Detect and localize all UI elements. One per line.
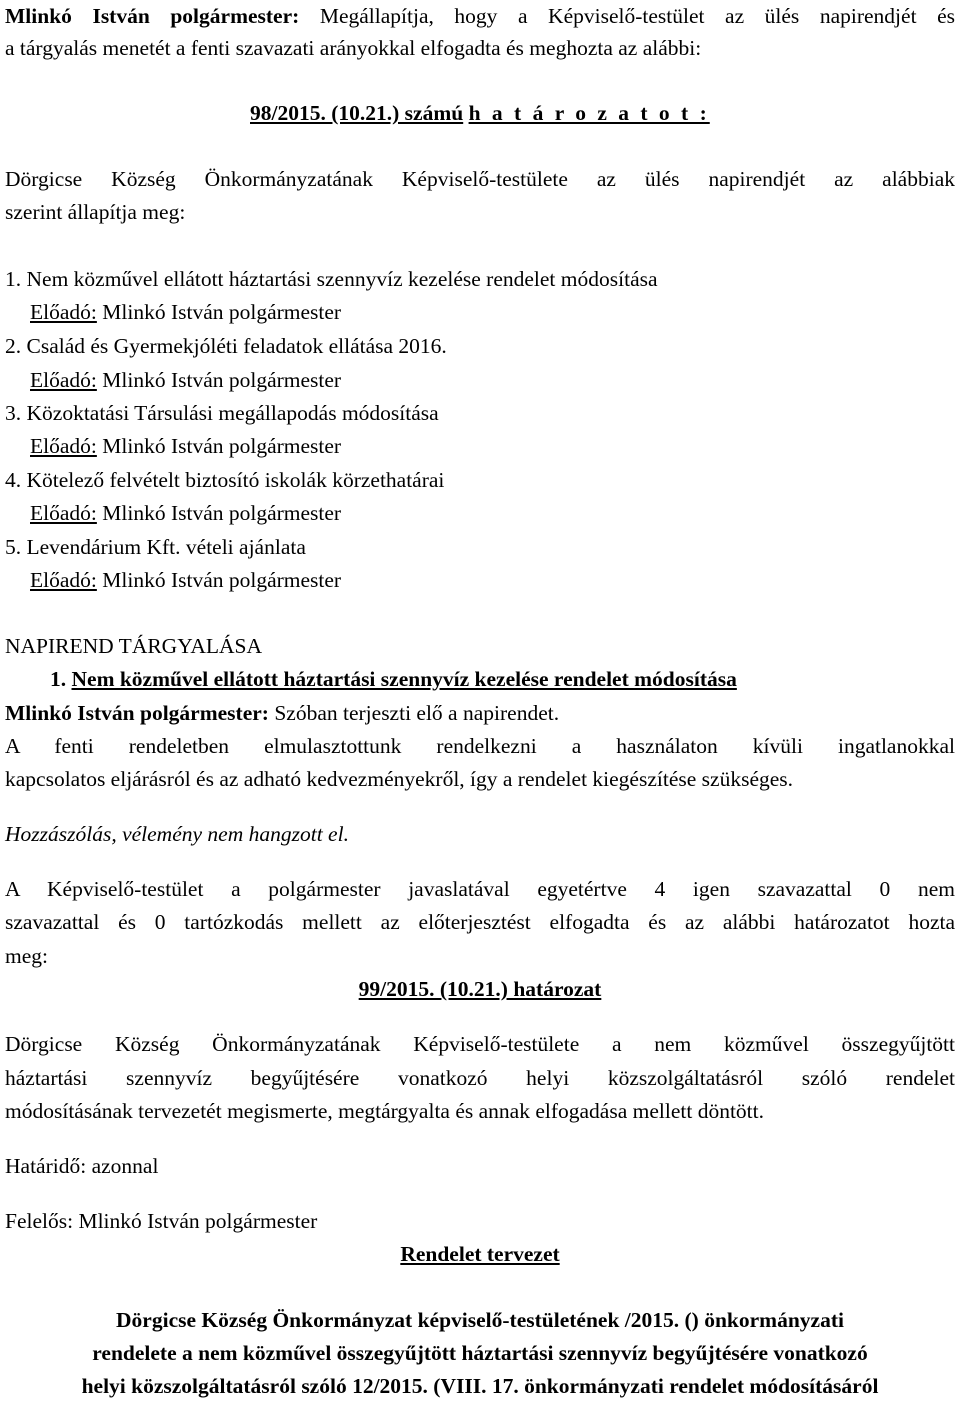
section-item-number: 1. xyxy=(50,667,67,691)
presenter-label: Előadó: xyxy=(30,568,97,592)
speaker-text: Szóban terjeszti elő a napirendet. xyxy=(274,701,560,725)
intro-line-1-text: Megállapítja, hogy a Képviselő-testület az ülés napirendjét és xyxy=(319,4,956,28)
resolution-98-heading xyxy=(250,97,710,129)
intro-line-2: a tárgyalás menetét a fenti szavazati arányokkal elfogadta és meghozta az alábbi: xyxy=(5,36,702,60)
intro-line-1 xyxy=(5,0,955,32)
agenda-intro-line-2: szerint állapítja meg: xyxy=(5,200,186,224)
agenda-intro-line-1: Dörgicse Község Önkormányzatának Képviselő-testülete az ülés napirendjét az alábbiak xyxy=(5,167,955,191)
agenda-item-5-title: 5. Levendárium Kft. vételi ajánlata xyxy=(5,535,306,559)
resolution-99-line-1: Dörgicse Község Önkormányzatának Képviselő-testülete a nem közművel összegyűjtött xyxy=(5,1032,955,1056)
presenter-name: Mlinkó István polgármester xyxy=(102,501,342,525)
draft-title: Rendelet tervezet xyxy=(400,1242,560,1266)
agenda-item-2-presenter xyxy=(30,364,341,396)
agenda-item-3-title: 3. Közoktatási Társulási megállapodás módosítása xyxy=(5,401,439,425)
presenter-name: Mlinkó István polgármester xyxy=(102,300,342,324)
agenda-item-4-title: 4. Kötelező felvételt biztosító iskolák körzethatárai xyxy=(5,468,445,492)
deadline-line: Határidő: azonnal xyxy=(5,1154,159,1178)
draft-line-3: helyi közszolgáltatásról szóló 12/2015. (VIII. 17. önkormányzati rendelet módosításáról xyxy=(81,1374,879,1398)
para1-line-1: A fenti rendeletben elmulasztottunk rendelkezni a használaton kívüli ingatlanokkal xyxy=(5,734,955,758)
agenda-item-5-presenter xyxy=(30,564,341,596)
agenda-item-4-presenter xyxy=(30,497,341,529)
section-item-title-line xyxy=(50,663,737,695)
agenda-item-2-title: 2. Család és Gyermekjóléti feladatok ellátása 2016. xyxy=(5,334,447,358)
resolution-99-title: 99/2015. (10.21.) határozat xyxy=(358,977,602,1001)
draft-line-2: rendelete a nem közművel összegyűjtött háztartási szennyvíz begyűjtésére vonatkozó xyxy=(92,1341,868,1365)
agenda-item-3-presenter xyxy=(30,430,341,462)
vote-line-3: meg: xyxy=(5,944,48,968)
responsible-line: Felelős: Mlinkó István polgármester xyxy=(5,1209,318,1233)
comment-line: Hozzászólás, vélemény nem hangzott el. xyxy=(5,822,349,846)
para1-line-2: kapcsolatos eljárásról és az adható kedvezményekről, így a rendelet kiegészítése szükséges. xyxy=(5,767,794,791)
resolution-99-line-3: módosításának tervezetét megismerte, megtárgyalta és annak elfogadása mellett döntött. xyxy=(5,1099,764,1123)
resolution-98-word: h a t á r o z a t o t : xyxy=(468,101,710,125)
presenter-name: Mlinkó István polgármester xyxy=(102,368,342,392)
resolution-98-number: 98/2015. (10.21.) számú xyxy=(250,101,464,125)
vote-line-1: A Képviselő-testület a polgármester javaslatával egyetértve 4 igen szavazattal 0 nem xyxy=(5,877,955,901)
resolution-99-line-2: háztartási szennyvíz begyűjtésére vonatkozó helyi közszolgáltatásról szóló rendelet xyxy=(5,1066,955,1090)
agenda-item-1-presenter xyxy=(30,296,341,328)
intro-speaker: Mlinkó István polgármester: xyxy=(5,4,300,28)
speaker-line xyxy=(5,697,559,729)
speaker-name: Mlinkó István polgármester: xyxy=(5,701,269,725)
presenter-label: Előadó: xyxy=(30,434,97,458)
agenda-item-1-title: 1. Nem közművel ellátott háztartási szennyvíz kezelése rendelet módosítása xyxy=(5,267,658,291)
draft-line-1: Dörgicse Község Önkormányzat képviselő-testületének /2015. () önkormányzati xyxy=(116,1308,844,1332)
section-heading: NAPIREND TÁRGYALÁSA xyxy=(5,634,263,658)
presenter-name: Mlinkó István polgármester xyxy=(102,568,342,592)
presenter-label: Előadó: xyxy=(30,501,97,525)
presenter-label: Előadó: xyxy=(30,368,97,392)
vote-line-2: szavazattal és 0 tartózkodás mellett az előterjesztést elfogadta és az alábbi határozatot hozta xyxy=(5,910,955,934)
section-item-title: Nem közművel ellátott háztartási szennyvíz kezelése rendelet módosítása xyxy=(71,667,737,691)
presenter-name: Mlinkó István polgármester xyxy=(102,434,342,458)
presenter-label: Előadó: xyxy=(30,300,97,324)
